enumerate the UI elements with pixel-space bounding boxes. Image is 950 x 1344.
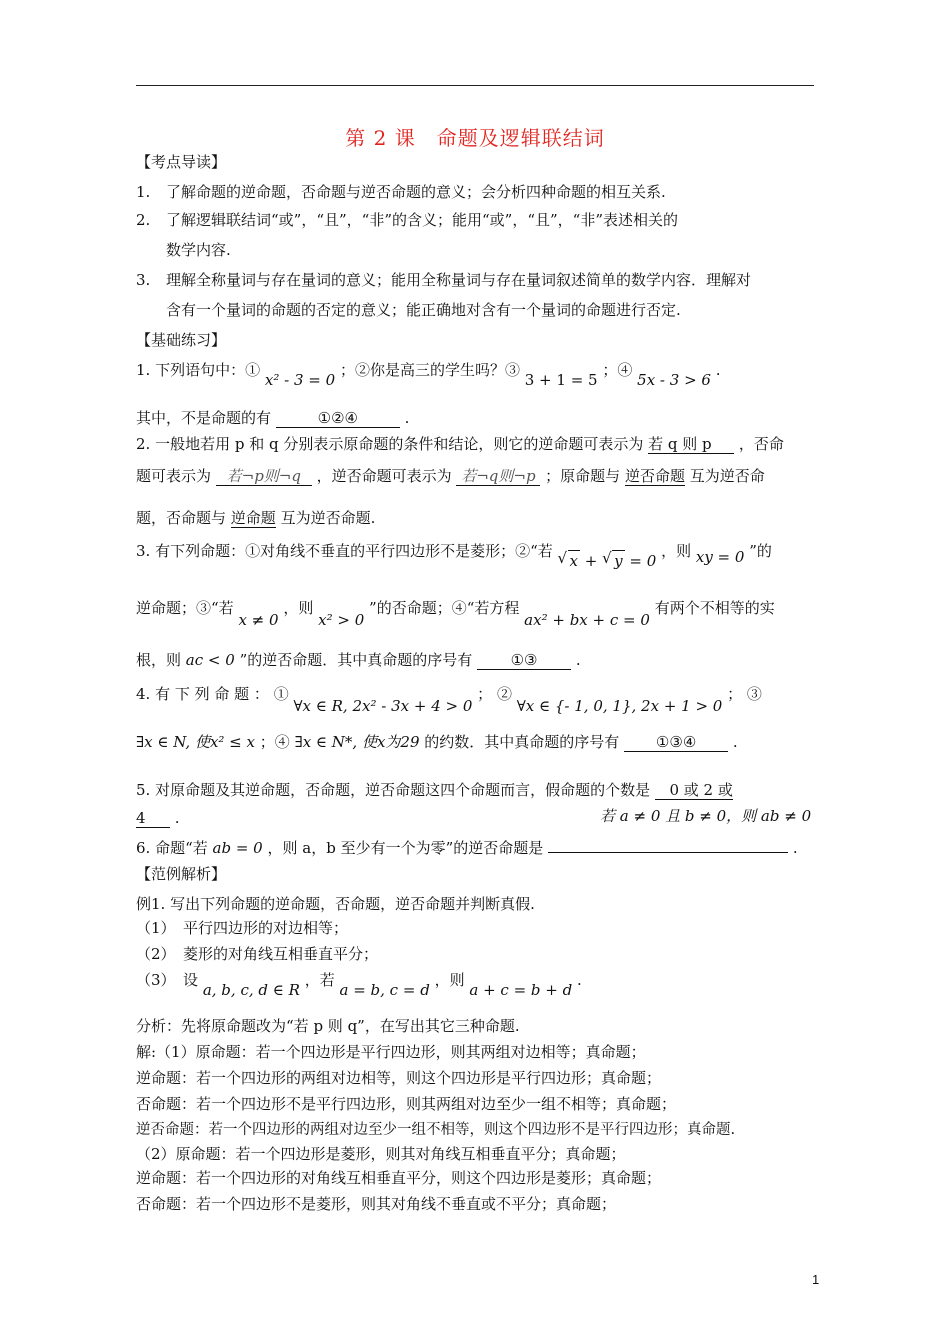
q1-answer: ①②④ [276, 409, 400, 428]
ex1-i3-math-3: a + c = b + d [469, 981, 573, 999]
q2-answer-converse: 若 q 则 p [648, 435, 734, 454]
question-2-line-1 [136, 434, 816, 454]
q1-text-b: ；②你是高三的学生吗？③ [339, 361, 520, 379]
q6-text-b: ，则 a，b 至少有一个为零”的逆否命题是 [267, 839, 544, 857]
question-1-line-1 [136, 360, 816, 389]
question-5-line-1 [136, 780, 816, 800]
solution-line-1: 解:（1）原命题：若一个四边形是平行四边形，则其两组对边相等；真命题； [136, 1043, 646, 1061]
guide-text: 了解逻辑联结词“或”，“且”，“非”的含义；能用“或”，“且”，“非”表述相关的 [166, 211, 679, 229]
q5-answer-2: 4 [136, 809, 170, 828]
q1-text-c: ；④ [602, 361, 633, 379]
q4-text-a: 4. 有 下 列 命 题 ： ① [136, 685, 289, 703]
q3-math-4: x² > 0 [318, 611, 365, 629]
q5-answer-1: 0 或 2 或 [655, 781, 733, 800]
q4-text-c: ； ③ [727, 685, 762, 703]
q4-math-1: ∀x ∈ R, 2x² - 3x + 4 > 0 [293, 697, 473, 715]
q3-text-f: ”的否命题；④“若方程 [369, 599, 520, 617]
q3-text-c: ”的 [749, 542, 772, 560]
example-1-head: 例1. 写出下列命题的逆命题，否命题，逆否命题并判断真假. [136, 895, 535, 913]
q3-answer: ①③ [477, 651, 571, 670]
q1-math-2: 3 + 1 = 5 [524, 371, 598, 389]
question-2-line-2 [136, 466, 816, 486]
q2-text-g: 题，否命题与 [136, 509, 227, 527]
ex1-i3-math-2: a = b, c = d [339, 981, 430, 999]
q5-side-note: 若 a ≠ 0 且 b ≠ 0，则 ab ≠ 0 [600, 807, 812, 825]
q1-math-1: x² - 3 = 0 [264, 371, 336, 389]
ex1-i3-math-1: a, b, c, d ∈ R [202, 981, 300, 999]
q5-text-a: 5. 对原命题及其逆命题，否命题，逆否命题这四个命题而言，假命题的个数是 [136, 781, 651, 799]
guide-item-3 [136, 270, 816, 290]
q2-text-d: ，逆否命题可表示为 [316, 467, 452, 485]
q5-text-b: . [174, 809, 180, 827]
guide-item-2-cont: 数学内容. [166, 241, 231, 259]
q6-answer-blank[interactable] [548, 852, 788, 853]
q4-text-b: ； ② [477, 685, 512, 703]
ex1-i3-text-b: ，若 [304, 971, 335, 989]
q3-math-1-eq: = 0 [629, 552, 657, 570]
q2-answer-5: 逆命题 [230, 509, 276, 527]
q1-text-a: 1. 下列语句中：① [136, 361, 261, 379]
solution-line-3: 否命题：若一个四边形不是平行四边形，则其两组对边至少一组不相等；真命题； [136, 1095, 677, 1113]
analysis: 分析：先将原命题改为“若 p 则 q”，在写出其它三种命题. [136, 1017, 520, 1035]
q4-math-4: ∃x ∈ N*, 使x为29 [294, 733, 420, 751]
solution-line-4: 逆否命题：若一个四边形的两组对边至少一组不相等，则这个四边形不是平行四边形；真命题. [136, 1122, 736, 1138]
q1-text-d: . [715, 361, 721, 379]
question-6 [136, 838, 816, 858]
q2-text-h: 互为逆否命题. [280, 509, 376, 527]
sqrt-y: √ y [612, 550, 624, 571]
question-3-line-3 [136, 650, 816, 670]
q6-text-a: 6. 命题“若 [136, 839, 208, 857]
solution-line-7: 否命题：若一个四边形不是菱形，则其对角线不垂直或不平分；真命题； [136, 1195, 617, 1213]
guide-num: 2. [136, 211, 151, 229]
question-5-line-2 [136, 808, 816, 828]
q3-math-5: ax² + bx + c = 0 [524, 611, 650, 629]
q2-text-e: ；原命题与 [545, 467, 621, 485]
example-1-item-2: （2） 菱形的对角线互相垂直平分； [136, 945, 379, 963]
q2-answer-4: 逆否命题 [624, 467, 685, 485]
q3-text-b: ，则 [661, 542, 692, 560]
q6-text-c: . [792, 839, 798, 857]
q3-text-e: ，则 [283, 599, 314, 617]
guide-item-3-cont: 含有一个量词的命题的否定的意义；能正确地对含有一个量词的命题进行否定. [166, 301, 681, 319]
ex1-i3-text-d: . [577, 971, 582, 989]
solution-line-6: 逆命题：若一个四边形的对角线互相垂直平分，则这个四边形是菱形；真命题； [136, 1169, 662, 1187]
q2-text-c: 题可表示为 [136, 467, 212, 485]
q4-math-3: ∃x ∈ N, 使x² ≤ x [136, 733, 255, 751]
example-1-item-1: （1） 平行四边形的对边相等； [136, 919, 349, 937]
question-3-line-1 [136, 540, 816, 570]
q3-text-i: ”的逆否命题．其中真命题的序号有 [239, 651, 473, 669]
q2-text-f: 互为逆否命 [689, 467, 765, 485]
q3-text-j: . [575, 651, 581, 669]
guide-num: 3. [136, 271, 151, 289]
q2-answer-contrapositive: 若¬q则¬p [456, 467, 540, 486]
guide-text: 了解命题的逆命题，否命题与逆否命题的意义；会分析四种命题的相互关系. [166, 183, 666, 201]
q3-text-a: 3. 有下列命题：①对角线不垂直的平行四边形不是菱形；②“若 [136, 542, 553, 560]
q6-math-1: ab = 0 [212, 839, 263, 857]
example-1-item-3 [136, 970, 816, 999]
page-title: 第 2 课 命题及逻辑联结词 [345, 126, 605, 150]
q4-text-d: ；④ [259, 733, 290, 751]
page-number: 1 [812, 1272, 820, 1287]
guide-text: 理解全称量词与存在量词的意义；能用全称量词与存在量词叙述简单的数学内容．理解对 [166, 271, 752, 289]
section-example: 【范例解析】 [136, 865, 227, 883]
q4-text-e: 的约数．其中真命题的序号有 [424, 733, 620, 751]
q4-answer: ①③④ [624, 733, 728, 752]
question-3-line-2 [136, 598, 816, 629]
q3-math-6: ac < 0 [185, 651, 235, 669]
q2-text-a: 2. 一般地若用 p 和 q 分别表示原命题的条件和结论，则它的逆命题可表示为 [136, 435, 644, 453]
guide-item-2 [136, 210, 816, 230]
question-4-line-2 [136, 732, 816, 752]
sqrt-x: √ x [568, 550, 580, 571]
q3-text-h: 根，则 [136, 651, 182, 669]
guide-num: 1. [136, 183, 151, 201]
guide-item-1 [136, 182, 816, 202]
q3-text-g: 有两个不相等的实 [654, 599, 775, 617]
section-guide: 【考点导读】 [136, 153, 227, 171]
q2-text-b: ，否命 [738, 435, 784, 453]
q2-answer-inverse: 若¬p则¬q [216, 467, 312, 486]
ex1-i3-text-a: （3） 设 [136, 971, 199, 989]
ex1-i3-text-c: ，则 [434, 971, 465, 989]
q1-math-3: 5x - 3 > 6 [637, 371, 711, 389]
q3-math-3: x ≠ 0 [238, 611, 279, 629]
question-2-line-3 [136, 508, 816, 528]
question-1-line-2 [136, 408, 816, 428]
question-4-line-1 [136, 684, 816, 715]
q1-text-e: 其中，不是命题的有 [136, 409, 272, 427]
q1-text-f: . [404, 409, 410, 427]
q4-math-2: ∀x ∈ {- 1, 0, 1}, 2x + 1 > 0 [516, 697, 723, 715]
header-rule [136, 85, 814, 86]
q4-text-f: . [732, 733, 738, 751]
q3-text-d: 逆命题；③“若 [136, 599, 234, 617]
solution-line-5: （2）原命题：若一个四边形是菱形，则其对角线互相垂直平分；真命题； [136, 1145, 626, 1163]
q3-math-1: √ x + √ y = 0 [558, 552, 657, 570]
solution-line-2: 逆命题：若一个四边形的两组对边相等，则这个四边形是平行四边形；真命题； [136, 1069, 662, 1087]
q3-math-2: xy = 0 [695, 548, 745, 566]
section-basic: 【基础练习】 [136, 331, 227, 349]
